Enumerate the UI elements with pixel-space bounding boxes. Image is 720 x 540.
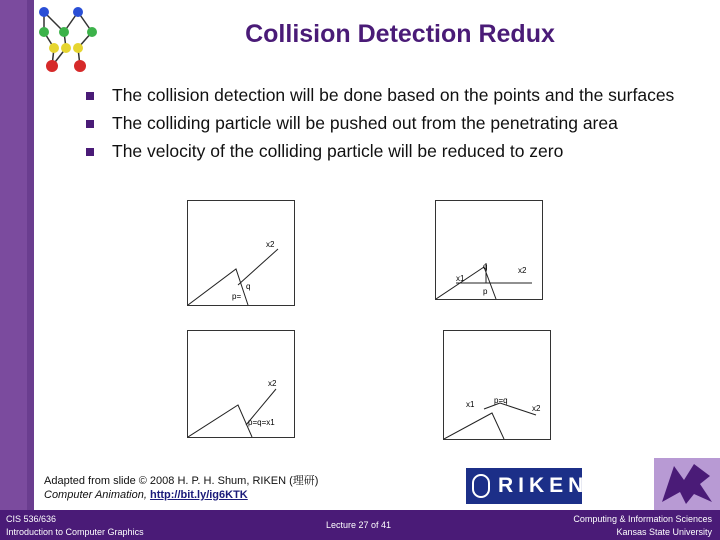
footer-bar [0, 510, 720, 540]
diagram-bottom-left [187, 330, 295, 438]
label-x2: x2 [268, 379, 277, 388]
bullet-text: The velocity of the colliding particle will be reduced to zero [112, 141, 564, 161]
powercat-icon [654, 458, 720, 510]
left-sidebar-inner-bar [0, 0, 27, 540]
label-x1: x1 [456, 274, 465, 283]
bullet-square-icon [86, 92, 94, 100]
bullet-text: The colliding particle will be pushed out from the penetrating area [112, 113, 618, 133]
riken-logo-text: RIKEN [498, 474, 589, 497]
bullet-text: The collision detection will be done based on the points and the surfaces [112, 85, 675, 105]
kstate-logo [654, 458, 720, 510]
footer-left [6, 513, 144, 539]
bullet-square-icon [86, 148, 94, 156]
label-x1: x1 [466, 400, 475, 409]
label-p: p [483, 287, 488, 296]
diagram-bottom-right-svg [444, 331, 550, 439]
course-code: CIS 536/636 [6, 514, 57, 524]
diagram-top-right [435, 200, 543, 300]
footer-right [573, 513, 712, 539]
riken-logo [466, 468, 589, 504]
diagram-bottom-left-svg [188, 331, 294, 437]
label-x2: x2 [518, 266, 527, 275]
label-p: p= [232, 292, 242, 301]
diagram-top-right-svg [436, 201, 542, 299]
slide-title: Collision Detection Redux [245, 20, 555, 48]
credit-line-1: Adapted from slide © 2008 H. P. H. Shum, RIKEN (理研) [44, 475, 319, 487]
riken-mark-icon [472, 474, 490, 498]
department: Computing & Information Sciences [573, 514, 712, 524]
university: Kansas State University [616, 527, 712, 537]
source-credit [44, 474, 318, 502]
credit-line-2 [44, 488, 318, 502]
diagram-top-left [187, 200, 295, 306]
diagram-bottom-right [443, 330, 551, 440]
bullet-square-icon [86, 120, 94, 128]
bullet-item [84, 112, 684, 135]
label-pq: p=q [494, 396, 508, 405]
lecture-number: Lecture 27 of 41 [326, 520, 392, 530]
label-q: q [483, 262, 488, 271]
credit-course-title: Computer Animation, [44, 489, 150, 501]
diagram-top-left-svg [188, 201, 294, 305]
bullet-item [84, 140, 684, 163]
bullet-item [84, 84, 684, 107]
credit-link[interactable]: http://bit.ly/ig6KTK [149, 489, 248, 501]
label-pqx1: p=q=x1 [248, 418, 275, 427]
label-x2: x2 [532, 404, 541, 413]
label-x2: x2 [266, 240, 275, 249]
bullet-list [84, 84, 684, 168]
label-q: q [246, 282, 251, 291]
course-name: Introduction to Computer Graphics [6, 527, 144, 537]
